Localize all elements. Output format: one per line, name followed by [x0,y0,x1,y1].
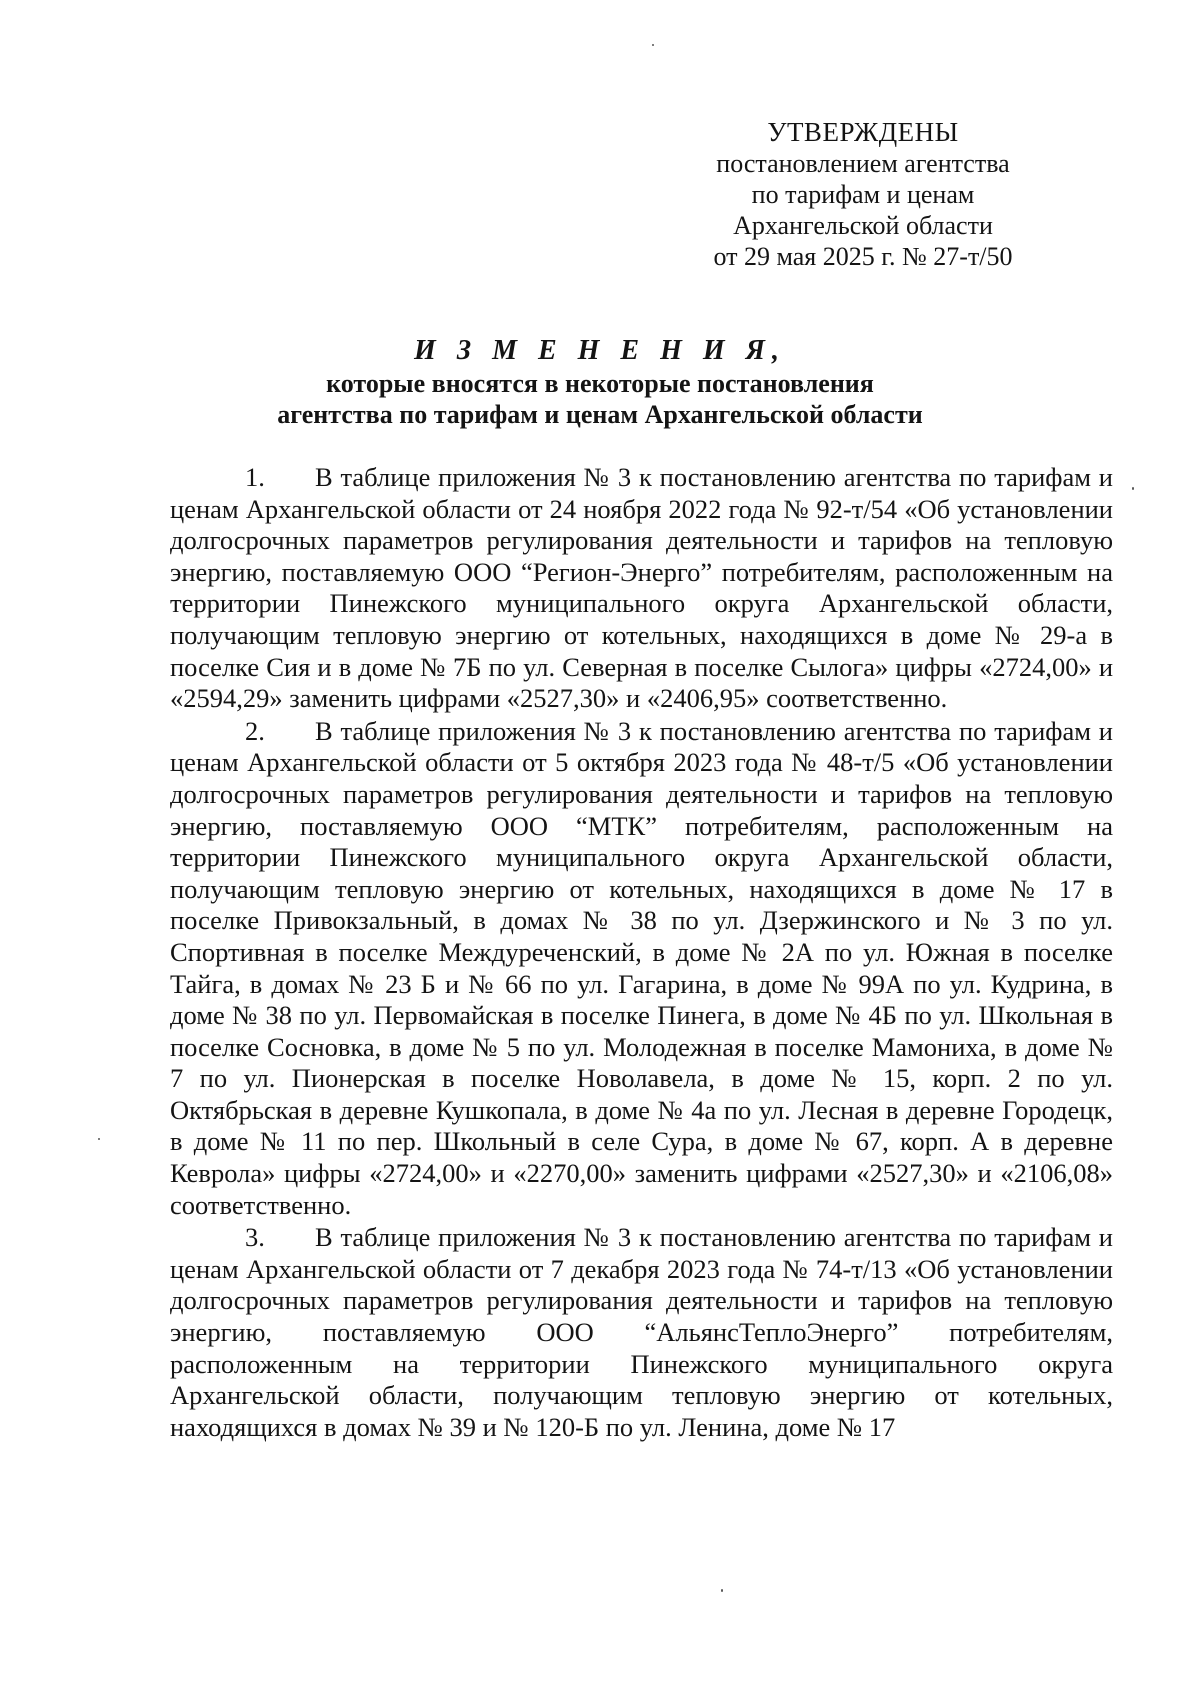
scan-speck [721,1589,723,1592]
scan-speck [1132,487,1134,490]
approval-line: постановлением агентства [716,149,1010,178]
paragraph-2 [170,716,1113,1222]
title-subtitle: которые вносятся в некоторые постановления [326,369,874,398]
paragraph-number: 1. [245,462,265,492]
title-main: И З М Е Н Е Н И Я, [414,335,786,366]
document-title [170,335,1030,430]
paragraph-number: 3. [245,1222,265,1253]
approval-heading: УТВЕРЖДЕНЫ [767,117,959,147]
approval-block [698,117,1028,272]
approval-line: Архангельской области [733,211,993,240]
title-subtitle: агентства по тарифам и ценам Архангельской области [277,400,923,429]
paragraph-text: В таблице приложения № 3 к постановлению агентства по тарифам и ценам Архангельской области от 24 ноября 2022 года № 92-т/54 «Об установлении долгосрочных параметров регулирования деятельности и тарифов на тепловую энергию, поставляемую ООО “Регион-Энерго” потребителям, расположенным на территории Пинежского муниципального округа Архангельской области, получающим тепловую энергию от котельных, находящихся в доме № 29-а в поселке Сия и в доме № 7Б по ул. Северная в поселке Сылога» цифры «2724,00» и «2594,29» заменить цифрами «2527,30» и «2406,95» соответственно. [170,462,1113,714]
paragraph-1 [170,462,1113,715]
document-body [170,462,1113,1443]
scan-speck [98,1138,100,1140]
scan-speck [652,44,654,46]
paragraph-3 [170,1222,1113,1443]
paragraph-text: В таблице приложения № 3 к постановлению агентства по тарифам и ценам Архангельской области от 5 октября 2023 года № 48-т/5 «Об установлении долгосрочных параметров регулирования деятельности и тарифов на тепловую энергию, поставляемую ООО “МТК” потребителям, расположенным на территории Пинежского муниципального округа Архангельской области, получающим тепловую энергию от котельных, находящихся в доме № 17 в поселке Привокзальный, в домах № 38 по ул. Дзержинского и № 3 по ул. Спортивная в поселке Междуреченский, в доме № 2А по ул. Южная в поселке Тайга, в домах № 23 Б и № 66 по ул. Гагарина, в доме № 99А по ул. Кудрина, в доме № 38 по ул. Первомайская в поселке Пинега, в доме № 4Б по ул. Школьная в поселке Сосновка, в доме № 5 по ул. Молодежная в поселке Мамониха, в доме № 7 по ул. Пионерская в поселке Новолавела, в доме № 15, корп. 2 по ул. Октябрьская в деревне Кушкопала, в доме № 4а по ул. Лесная в деревне Городецк, в доме № 11 по пер. Школьный в селе Сура, в доме № 67, корп. А в деревне Кеврола» цифры «2724,00» и «2270,00» заменить цифрами «2527,30» и «2106,08» соответственно. [170,715,1113,1220]
approval-line: по тарифам и ценам [751,180,975,209]
paragraph-number: 2. [245,715,265,746]
approval-date-number: от 29 мая 2025 г. № 27-т/50 [713,242,1013,271]
paragraph-text: В таблице приложения № 3 к постановлению агентства по тарифам и ценам Архангельской области от 7 декабря 2023 года № 74-т/13 «Об установлении долгосрочных параметров регулирования деятельности и тарифов на тепловую энергию, поставляемую ООО “АльянсТеплоЭнерго” потребителям, расположенным на территории Пинежского муниципального округа Архангельской области, получающим тепловую энергию от котельных, находящихся в домах № 39 и № 120-Б по ул. Ленина, доме № 17 [170,1222,1113,1442]
